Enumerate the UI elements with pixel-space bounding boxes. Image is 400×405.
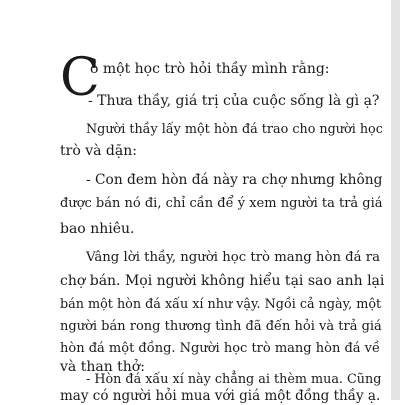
text-line: hòn đá một đồng. Người học trò mang hòn đá về [60,341,381,356]
text-line: bán một hòn đá xấu xí như vậy. Ngồi cả ngày, một [60,297,382,312]
text-line: Người thầy lấy một hòn đá trao cho người học [86,122,383,137]
drop-cap: C [60,48,100,108]
text-line: - Con đem hòn đá này ra chợ nhưng không [86,172,383,188]
text-line: bao nhiêu. [60,221,135,237]
text-line: - Hòn đá xấu xí này chẳng ai thèm mua. Cũng [86,372,382,387]
text-line: chợ bán. Mọi người không hiểu tại sao anh lại [60,273,385,289]
text-line: trò và dặn: [60,143,137,159]
text-line: được bán nó đi, chỉ cần để ý xem người ta trả giá [60,196,383,211]
text-line: người bán rong thương tình đã đến hỏi và trả giá [60,319,382,334]
text-line: Vâng lời thầy, người học trò mang hòn đá ra [86,250,381,265]
text-line: và than thở: [60,359,145,375]
text-line: may có người hỏi mua với giá một đồng thầy ạ. [60,388,381,404]
text-line: ó một học trò hỏi thầy mình rằng: [90,61,330,77]
text-line: - Thưa thầy, giá trị của cuộc sống là gì ạ? [88,93,380,109]
page-edge [391,0,400,400]
